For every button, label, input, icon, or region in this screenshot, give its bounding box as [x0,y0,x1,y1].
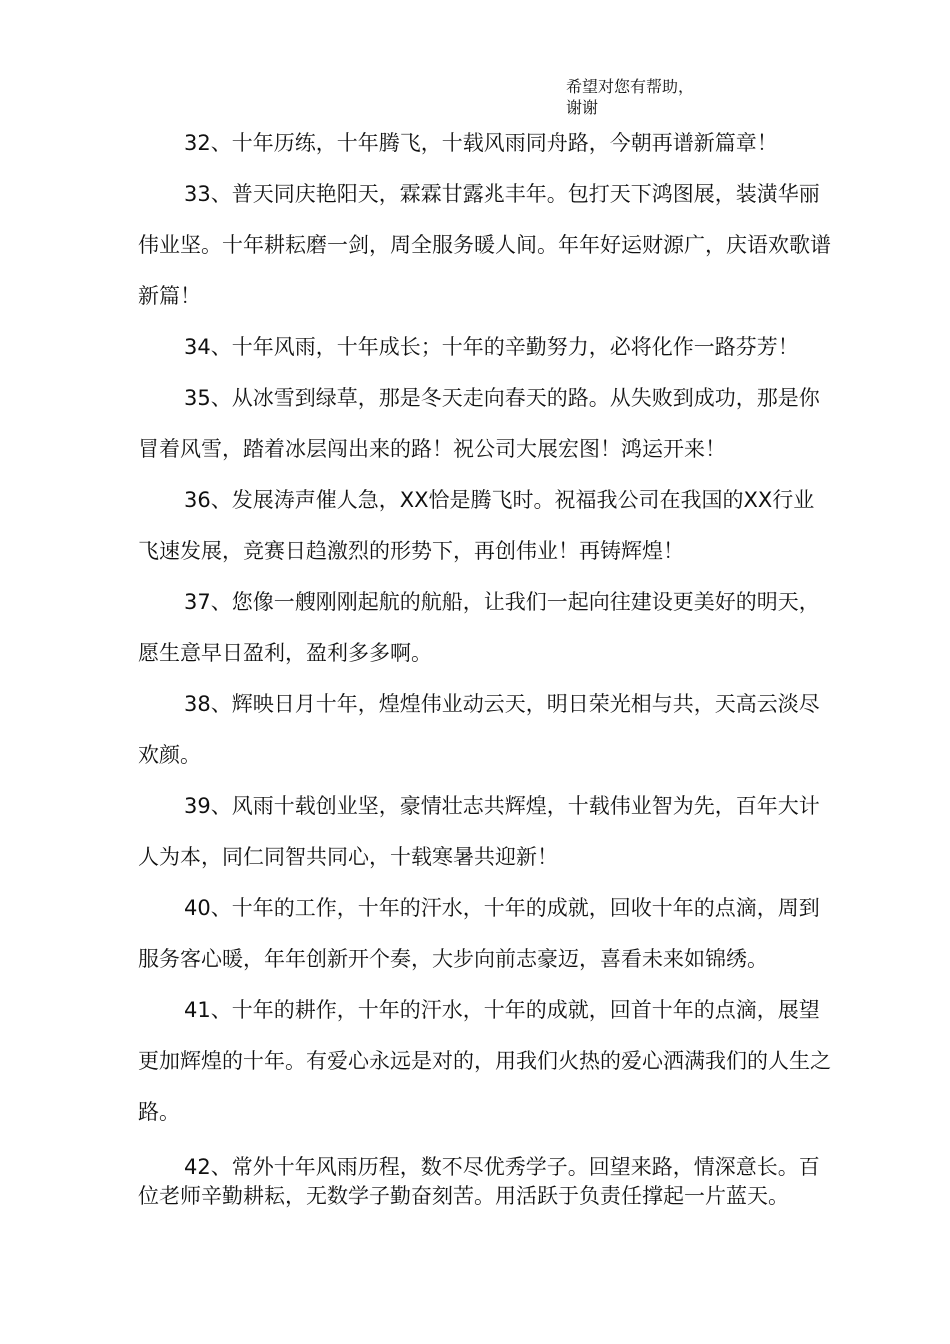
paragraph-42: 42、常外十年风雨历程，数不尽优秀学子。回望来路，情深意长。百位老师辛勤耕耘，无数学子勤奋刻苦。用活跃于负责任撑起一片蓝天。 [138,1155,820,1208]
paragraph-37: 37、您像一艘刚刚起航的航船，让我们一起向往建设更美好的明天，愿生意早日盈利，盈利多多啊。 [138,590,820,665]
paragraph-39: 39、风雨十载创业坚，豪情壮志共辉煌，十载伟业智为先，百年大计人为本，同仁同智共同心，十载寒暑共迎新！ [138,794,820,869]
header-note [566,76,694,118]
paragraph-40: 40、十年的工作，十年的汗水，十年的成就，回收十年的点滴，周到服务客心暖，年年创新开个奏，大步向前志豪迈，喜看未来如锦绣。 [138,896,820,971]
header-note-line-1: 希望对您有帮助， [566,77,695,96]
header-note-line-2: 谢谢 [566,98,599,117]
paragraph-32: 32、十年历练，十年腾飞，十载风雨同舟路，今朝再谱新篇章！ [184,131,778,155]
document-body [138,118,832,1211]
paragraph-33: 33、普天同庆艳阳天，霖霖甘露兆丰年。包打天下鸿图展，装潢华丽伟业坚。十年耕耘磨一剑，周全服务暖人间。年年好运财源广，庆语欢歌谱新篇！ [138,182,831,308]
paragraph-34: 34、十年风雨，十年成长；十年的辛勤努力，必将化作一路芬芳！ [184,335,799,359]
paragraph-35: 35、从冰雪到绿草，那是冬天走向春天的路。从失败到成功，那是你冒着风雪，踏着冰层闯出来的路！祝公司大展宏图！鸿运开来！ [138,386,820,461]
paragraph-41: 41、十年的耕作，十年的汗水，十年的成就，回首十年的点滴，展望更加辉煌的十年。有爱心永远是对的，用我们火热的爱心洒满我们的人生之路。 [138,998,831,1124]
paragraph-38: 38、辉映日月十年，煌煌伟业动云天，明日荣光相与共，天高云淡尽欢颜。 [138,692,820,767]
paragraph-36: 36、发展涛声催人急，XX恰是腾飞时。祝福我公司在我国的XX行业飞速发展，竞赛日趋激烈的形势下，再创伟业！再铸辉煌！ [138,488,815,563]
